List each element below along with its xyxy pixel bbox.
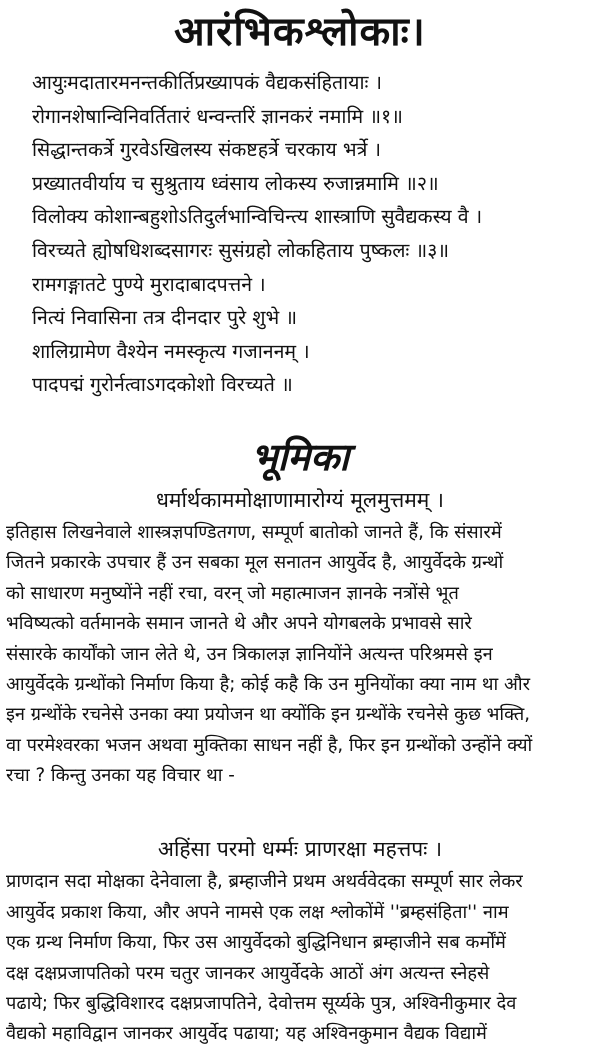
sub-heading: अहिंसा परमो धर्म्मः प्राणरक्षा महत्तपः । (157, 837, 443, 862)
paragraph-line: आयुर्वेद प्रकाश किया, और अपने नामसे एक लक्ष श्लोकोंमें ''ब्रम्हसंहिता'' नाम (6, 901, 509, 923)
paragraph-line: वैद्यको महाविद्वान जानकर आयुर्वेद पढाया; यह अश्विनकुमान वैद्यक विद्यामें (6, 1023, 487, 1045)
sub-heading: धर्मार्थकाममोक्षाणामारोग्यं मूलमुत्तमम् । (156, 487, 444, 512)
paragraph-line: भविष्यत्को वर्तमानके समान जानते थे और अपने योगबलके प्रभावसे सारे (6, 613, 472, 635)
verse-line: शालिग्रामेण वैश्येन नमस्कृत्य गजाननम् । (32, 339, 310, 363)
paragraph-line: वा परमेश्वरका भजन अथवा मुक्तिका साधन नहीं है, फिर इन ग्रन्थोंको उन्होंने क्यों (6, 734, 533, 756)
paragraph-line: पढाये; फिर बुद्धिविशारद दक्षप्रजापतिने, देवोत्तम सूर्य्यके पुत्र, अश्विनीकुमार देव (6, 993, 517, 1015)
paragraph-line: संसारके कार्योंको जान लेते थे, उन त्रिकालज्ञ ज्ञानियोंने अत्यन्त परिश्रमसे इन (6, 643, 493, 665)
verse-line: नित्यं निवासिना तत्र दीनदार पुरे शुभे ॥ (32, 306, 298, 330)
paragraph-line: को साधारण मनुष्योंने नहीं रचा, वरन् जो महात्माजन ज्ञानके नत्रोंसे भूत (6, 582, 459, 604)
verse-line: विलोक्य कोशान्बहुशोऽतिदुर्लभान्विचिन्त्य शास्त्राणि सुवैद्यकस्य वै । (32, 205, 483, 229)
verse-line: सिद्धान्तकर्त्रे गुरवेऽखिलस्य संकष्टहर्त्रे चरकाय भर्त्रे । (32, 138, 381, 162)
paragraph-line: एक ग्रन्थ निर्माण किया, फिर उस आयुर्वेदको बुद्धिनिधान ब्रम्हाजीने सब कर्मोंमें (6, 932, 506, 954)
paragraph-line: रचा ? किन्तु उनका यह विचार था - (6, 765, 235, 787)
paragraph-line: इन ग्रन्थोंके रचनेसे उनका क्या प्रयोजन था क्योंकि इन ग्रन्थोंके रचनेसे कुछ भक्ति, (6, 704, 531, 726)
verse-line: रोगानशेषान्विनिवर्तितारं धन्वन्तरिं ज्ञानकरं नमामि ॥१॥ (32, 104, 403, 128)
page-title: आरंभिकश्लोकाः। (174, 9, 426, 55)
paragraph-line: जितने प्रकारके उपचार हैं उन सबका मूल सनातन आयुर्वेद है, आयुर्वेदके ग्रन्थों (6, 552, 504, 574)
paragraph-line: आयुर्वेदके ग्रन्थोंको निर्माण किया है; कोई कहै कि उन मुनियोंका क्या नाम था और (6, 673, 531, 695)
verse-line: आयुःमदातारमनन्तकीर्तिप्रख्यापकं वैद्यकसंहितायाः । (32, 71, 383, 94)
verse-line: रामगङ्गातटे पुण्ये मुरादाबादपत्तने । (32, 272, 266, 296)
paragraph-line: इतिहास लिखनेवाले शास्त्रज्ञपण्डितगण, सम्पूर्ण बातोको जानते हैं, कि संसारमें (6, 521, 502, 543)
paragraph (6, 518, 594, 792)
section-title: भूमिका (250, 434, 350, 479)
verse-block (32, 66, 588, 402)
paragraph-line: प्राणदान सदा मोक्षका देनेवाला है, ब्रम्हाजीने प्रथम अथर्ववेदका सम्पूर्ण सार लेकर (6, 871, 523, 893)
verse-line: विरच्यते ह्योषधिशब्दसागरः सुसंग्रहो लोकहिताय पुष्कलः ॥३॥ (32, 238, 450, 262)
paragraph (6, 867, 594, 1049)
verse-line: प्रख्यातवीर्याय च सुश्रुताय ध्वंसाय लोकस्य रुजान्नमामि ॥२॥ (32, 171, 439, 195)
verse-line: पादपद्मं गुरोर्नत्वाऽगदकोशो विरच्यते ॥ (32, 373, 293, 397)
paragraph-line: दक्ष दक्षप्रजापतिको परम चतुर जानकर आयुर्वेदके आठों अंग अत्यन्त स्नेहसे (6, 962, 490, 984)
